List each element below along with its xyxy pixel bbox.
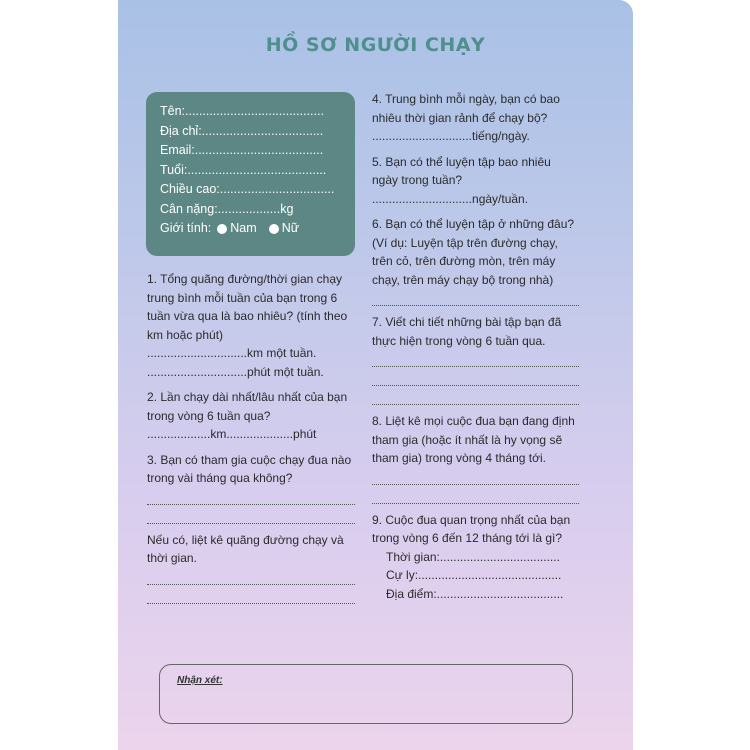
question-7: 7. Viết chi tiết những bài tập bạn đã thực hiện trong vòng 6 tuần qua.	[372, 315, 562, 348]
question-3: 3. Bạn có tham gia cuộc chạy đua nào trong vài tháng qua không?	[147, 452, 352, 485]
q2-field[interactable]: ...................km....................phút	[147, 427, 317, 441]
question-6: 6. Bạn có thể luyện tập ở những đâu? (Ví dụ: Luyện tập trên đường chạy, trên cỏ, trên đường mòn, trên máy chạy, trên máy chạy bộ trong nhà)	[372, 217, 575, 287]
question-5: 5. Bạn có thể luyện tập bao nhiêu ngày trong tuần?	[372, 154, 551, 187]
gender-label: Giới tính:	[160, 221, 212, 235]
runner-profile-card	[146, 92, 355, 256]
question-4: 4. Trung bình mỗi ngày, bạn có bao nhiêu thời gian rảnh để chạy bộ?	[372, 92, 560, 125]
question-8: 8. Liệt kê mọi cuộc đua bạn đang định tham gia (hoặc ít nhất là hy vọng sẽ tham gia) trong vòng 4 tháng tới.	[372, 414, 575, 465]
q3-answer-line[interactable]	[147, 509, 355, 524]
question-9: 9. Cuộc đua quan trọng nhất của bạn trong vòng 6 đến 12 tháng tới là gì?	[372, 512, 571, 545]
q7-answer-line[interactable]	[372, 352, 579, 367]
male-label: Nam	[230, 221, 257, 235]
weight-field[interactable]: Cân nặng:..................kg	[160, 201, 294, 216]
q8-answer-line[interactable]	[372, 489, 579, 504]
female-label: Nữ	[281, 221, 300, 235]
age-field[interactable]: Tuổi:........................................	[160, 162, 327, 177]
q9-time-field[interactable]: Thời gian:....................................	[386, 549, 560, 564]
q1-minutes-field[interactable]: ..............................phút một tuần.	[147, 364, 324, 379]
q5-field[interactable]: ..............................ngày/tuần.	[372, 191, 529, 206]
q3-followup-line[interactable]	[147, 589, 355, 604]
female-radio[interactable]	[269, 224, 279, 234]
name-field[interactable]: Tên:........................................	[160, 104, 324, 118]
q1-km-field[interactable]: ..............................km một tuần.	[147, 346, 317, 360]
notes-label: Nhận xét:	[177, 675, 223, 686]
q3-followup-line[interactable]	[147, 570, 355, 585]
q7-answer-line[interactable]	[372, 390, 579, 405]
q8-answer-line[interactable]	[372, 470, 579, 485]
q3-answer-line[interactable]	[147, 490, 355, 505]
question-3-followup: Nếu có, liệt kê quãng đường chạy và thời gian.	[147, 532, 344, 565]
gender-row	[160, 219, 345, 239]
left-column	[147, 270, 355, 611]
q6-answer-line[interactable]	[372, 291, 579, 306]
question-1: 1. Tổng quãng đường/thời gian chạy trung bình mỗi tuần của bạn trong 6 tuần vừa qua là bao nhiêu? (tính theo km hoặc phút)	[147, 272, 348, 342]
q7-answer-line[interactable]	[372, 371, 579, 386]
right-column	[372, 90, 579, 610]
male-radio[interactable]	[217, 224, 227, 234]
page-title: HỒ SƠ NGƯỜI CHẠY	[265, 34, 486, 56]
q9-distance-field[interactable]: Cự ly:...........................................	[386, 568, 562, 582]
question-2: 2. Lần chạy dài nhất/lâu nhất của bạn trong vòng 6 tuần qua?	[147, 390, 348, 423]
height-field[interactable]: Chiều cao:.................................	[160, 182, 335, 196]
q9-place-field[interactable]: Địa điểm:......................................	[386, 586, 564, 601]
notes-box[interactable]	[159, 664, 573, 724]
q4-field[interactable]: ..............................tiếng/ngày.	[372, 129, 530, 143]
address-field[interactable]: Địa chỉ:...................................	[160, 123, 324, 138]
email-field[interactable]: Email:.....................................	[160, 143, 324, 157]
